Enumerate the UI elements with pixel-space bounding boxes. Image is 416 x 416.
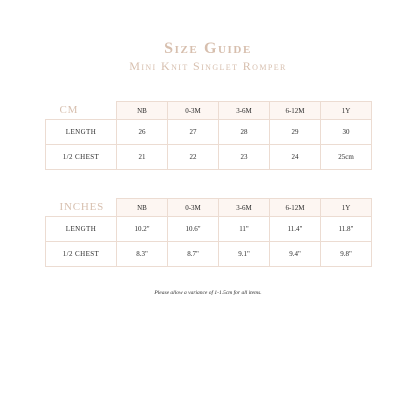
column-header: NB [117,102,168,120]
table-cell: 23 [219,145,270,170]
row-label: 1/2 CHEST [46,242,117,267]
table-cell: 26 [117,120,168,145]
inches-size-table [45,198,372,267]
table-cell: 29 [270,120,321,145]
cm-size-table [45,101,372,170]
table-cell: 11.8" [321,217,372,242]
column-header: 3-6M [219,199,270,217]
table-cell: 27 [168,120,219,145]
table-cell: 21 [117,145,168,170]
table-cell: 9.4" [270,242,321,267]
column-header: NB [117,199,168,217]
row-label: LENGTH [46,120,117,145]
column-header: 0-3M [168,199,219,217]
table-cell: 28 [219,120,270,145]
table-cell: 9.1" [219,242,270,267]
column-header: 6-12M [270,199,321,217]
page-title: Size Guide [164,40,252,57]
table-cell: 24 [270,145,321,170]
table-row [46,145,372,170]
product-name: Mini Knit Singlet Romper [129,59,287,73]
column-header: 6-12M [270,102,321,120]
table-cell: 11.4" [270,217,321,242]
table-row [46,217,372,242]
column-header: 0-3M [168,102,219,120]
variance-note: Please allow a variance of 1-1.5cm for all items. [154,290,262,296]
column-header: 1Y [321,199,372,217]
table-cell: 9.8" [321,242,372,267]
table-cell: 30 [321,120,372,145]
table-cell: 25cm [321,145,372,170]
column-header: 3-6M [219,102,270,120]
table-header-row [46,102,372,120]
table-cell: 10.2" [117,217,168,242]
row-label: 1/2 CHEST [46,145,117,170]
unit-label-inches: INCHES [59,201,105,214]
table-row [46,242,372,267]
table-cell: 22 [168,145,219,170]
table-header-row [46,199,372,217]
table-cell: 11" [219,217,270,242]
table-cell: 8.7" [168,242,219,267]
table-cell: 8.3" [117,242,168,267]
unit-label-cm: CM [59,104,79,117]
row-label: LENGTH [46,217,117,242]
table-cell: 10.6" [168,217,219,242]
column-header: 1Y [321,102,372,120]
table-row [46,120,372,145]
